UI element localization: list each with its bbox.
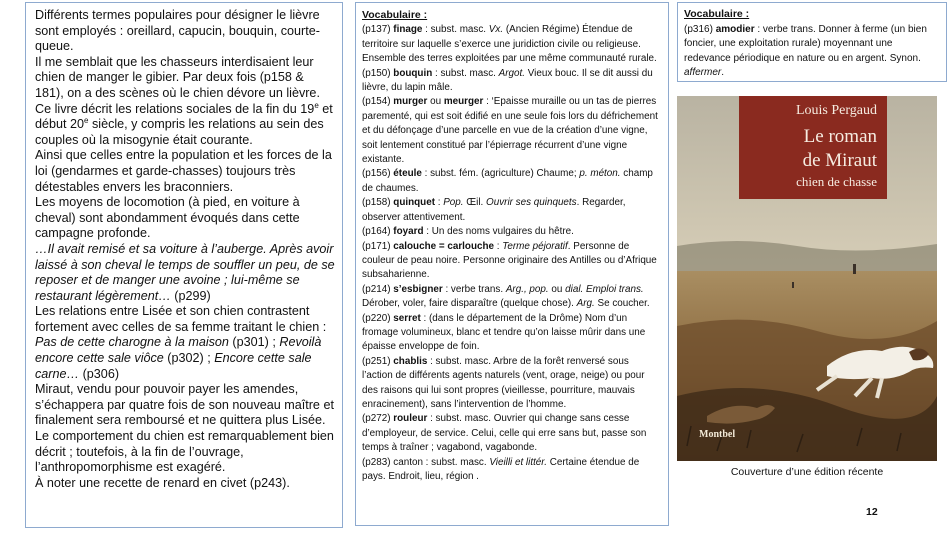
text-fragment: : (dans le département de la Drôme) Nom d’un fromage volumineux, blanc et tendre qu’on laisse mûrir dans une épaisse enveloppe de foin. — [362, 312, 646, 353]
text-fragment: : subst. masc. — [432, 67, 499, 79]
italic-fragment: dial. Emploi trans. — [565, 283, 644, 295]
paragraph-dog-behaviour: Le comportement du chien est remarquablement bien décrit ; toutefois, à la fin de l’ouvrage, l’anthropomorphisme est exagéré. — [35, 429, 334, 475]
text-fragment: (Ancien Régime) Étendue de territoire sur laquelle s’exerce une juridiction civile ou religieuse. Ensemble des terres exploitées par une même communauté rurale. — [362, 24, 657, 65]
cover-title-block — [739, 96, 887, 199]
vocab-entry-murger — [362, 95, 662, 167]
page-ref: (p306) — [79, 366, 120, 381]
italic-fragment: Pop. — [443, 197, 464, 209]
vocab-entry-canton — [362, 456, 662, 485]
text-fragment: ou — [427, 96, 444, 108]
cover-title-line-2: de Miraut — [802, 150, 877, 171]
text-fragment: et début 20 — [35, 101, 333, 132]
heading-text: Vocabulaire : — [362, 9, 428, 21]
italic-fragment: p. méton. — [579, 168, 621, 180]
vocab-word: s’esbigner — [393, 283, 443, 295]
vocab-entry-serret — [362, 312, 662, 355]
italic-fragment: Arg., pop. — [505, 283, 549, 295]
page-ref: (p299) — [170, 288, 211, 303]
cover-subtitle: chien de chasse — [796, 174, 877, 189]
vocab-word: bouquin — [393, 67, 433, 79]
text-fragment: Vieux bouc. Il se dit aussi du lièvre, du lapin mâle. — [362, 67, 653, 94]
vocabulary-panel — [355, 2, 669, 526]
text-fragment: siècle, y compris les relations au sein des couples où la misogynie était courante. — [35, 117, 324, 147]
text-fragment: : — [434, 197, 444, 209]
quote-text: Encore cette sale carne… — [35, 351, 312, 381]
paragraph-locomotion: Les moyens de locomotion (à pied, en voiture à cheval) sont abondamment évoqués dans cette campagne profonde. — [35, 195, 300, 241]
page-ref: (p164) — [362, 226, 394, 238]
cover-publisher: Montbel — [699, 429, 736, 440]
vocabulary-panel-2 — [677, 2, 947, 82]
paragraph-dog-eating-game: Il me semblait que les chasseurs interdisaient leur chien de manger le gibier. Par deux fois (p158 & 181), on a des scènes où le chien dévore un lièvre. — [35, 54, 320, 100]
italic-fragment: Terme péjoratif — [502, 240, 568, 252]
page-number: 12 — [866, 506, 878, 518]
text-fragment: : verbe trans. Donner à ferme (un bien foncier, une exploitation rurale) moyennant une redevance périodique en nature ou en argent. Synon. — [684, 23, 927, 64]
cover-title-line-1: Le roman — [803, 126, 877, 147]
vocab-word: éteule — [393, 168, 422, 180]
page-ref: (p158) — [362, 197, 394, 209]
italic-fragment: Arg. — [576, 298, 595, 310]
paragraph-wife-quotes — [35, 335, 336, 382]
paragraph-miraut-sold: Miraut, vendu pour pouvoir payer les amendes, s’échappera par quatre fois de son nouveau maître et finalement sera remboursé et ne quittera plus Lisée. — [35, 382, 334, 428]
vocab-word: finage — [393, 24, 423, 36]
text-fragment: champ de chaumes. — [362, 168, 653, 194]
vocabulary-heading — [362, 8, 662, 23]
vocab-entry-sesbigner — [362, 283, 662, 312]
text-fragment: : — [494, 240, 503, 252]
italic-fragment: Vieilli et littér. — [489, 456, 547, 468]
text-fragment: Se coucher. — [594, 298, 650, 310]
text-fragment: : Un des noms vulgaires du hêtre. — [423, 226, 574, 238]
quote-text: …Il avait remisé et sa voiture à l’auberge. Après avoir laissé à son cheval le temps de souffler un peu, de se reposer et de manger une avoine ; lui-même se restaurant légèrement… — [35, 241, 335, 303]
vocab-word: serret — [393, 312, 421, 324]
left-text-panel — [25, 2, 343, 528]
vocab-word: amodier — [715, 23, 755, 35]
vocabulary-heading — [684, 7, 940, 23]
italic-fragment: Vx. — [488, 24, 504, 36]
text-fragment: : subst. masc. Arbre de la forêt renversé sous l’action de différents agents naturels (vent, orage, neige) ou pour des raisons qui lui sont propres (vieillesse, pourriture, mauvais enracinement), sans l’intervention de l’homme. — [362, 355, 645, 410]
page-ref: (p283) canton : subst. masc. — [362, 456, 490, 468]
cover-author: Louis Pergaud — [795, 103, 877, 118]
page-ref: (p316) — [684, 23, 716, 35]
text-fragment: : subst. masc. Ouvrier qui change sans cesse d’employeur, de service. Celui, celle qui erre sans but, passe son temps à traîner ; vagabond, vagabonde. — [362, 413, 647, 454]
text-fragment: Certaine étendue de pays. Endroit, lieu, région . — [362, 456, 640, 482]
text-fragment: ou — [548, 283, 566, 295]
text-fragment: : ‘Epaisse muraille ou un tas de pierres parementé, qui est soit édifié en une seule fois lors du défrichement et du défonçage d’une parcelle en vue de la création d’une vigne, soit lentement constitué par l’épierrage récurrent d’une vigne existante. — [362, 96, 658, 166]
heading-text: Vocabulaire : — [684, 8, 750, 20]
vocab-entry-bouquin — [362, 67, 662, 96]
superscript: e — [314, 100, 319, 110]
vocab-word: quinquet — [393, 197, 435, 209]
page-ref: (p150) — [362, 67, 394, 79]
book-cover-image — [677, 96, 937, 461]
paragraph-lisee-dog: Les relations entre Lisée et son chien contrastent fortement avec celles de sa femme traitant le chien : — [35, 304, 327, 334]
text-fragment: : subst. fém. (agriculture) Chaume; — [421, 168, 580, 180]
text-fragment: : verbe trans. — [442, 283, 506, 295]
paragraph-law-relations: Ainsi que celles entre la population et les forces de la loi (gendarmes et garde-chasses) toujours très détestables envers les braconniers. — [35, 148, 332, 194]
superscript: e — [84, 115, 89, 125]
vocab-word: foyard — [393, 226, 424, 238]
vocab-entry-finage — [362, 23, 662, 66]
paragraph-social-relations — [35, 102, 336, 149]
text-fragment: . — [721, 67, 725, 78]
text-fragment: Dérober, voler, faire disparaître (quelque chose). — [362, 298, 577, 310]
vocab-entry-rouleur — [362, 412, 662, 455]
vocab-entry-eteule — [362, 167, 662, 196]
vocab-entry-calouche — [362, 240, 662, 283]
page-ref: (p272) — [362, 413, 394, 425]
italic-fragment: affermer — [684, 67, 722, 78]
text-fragment: . Regarder, observer attentivement. — [362, 197, 626, 223]
page-ref: (p251) — [362, 355, 394, 367]
page-ref: (p154) — [362, 96, 394, 108]
vocab-word: meurger — [443, 96, 484, 108]
cover-caption: Couverture d’une édition récente — [730, 466, 884, 478]
vocab-entry-quinquet — [362, 196, 662, 225]
page-ref: (p302) ; — [163, 351, 215, 366]
paragraph-quote-auberge — [35, 242, 336, 304]
page-ref: (p171) — [362, 240, 394, 252]
quote-text: Revoilà encore cette sale viôce — [35, 335, 322, 366]
page-ref: (p301) ; — [228, 335, 280, 350]
vocab-word: chablis — [393, 355, 428, 367]
text-fragment: Ce livre décrit les relations sociales de la fin du 19 — [35, 101, 315, 116]
vocab-entry-chablis — [362, 355, 662, 413]
quote-text: Pas de cette charogne à la maison — [35, 335, 229, 350]
paragraph-hare-terms: Différents termes populaires pour désigner le lièvre sont employés : oreillard, capucin, bouquin, courte-queue. — [35, 8, 320, 54]
vocab-word: murger — [393, 96, 428, 108]
text-fragment: Œil. — [463, 197, 487, 209]
page-ref: (p214) — [362, 283, 394, 295]
italic-fragment: Ouvrir ses quinquets — [486, 197, 577, 209]
italic-fragment: Argot. — [498, 67, 525, 79]
page-ref: (p137) — [362, 24, 394, 36]
text-fragment: : subst. masc. — [422, 24, 489, 36]
text-fragment: . Personne de couleur de peau noire. Personne originaire des Antilles ou d’Afrique subsaharienne. — [362, 240, 657, 281]
vocab-word: calouche = carlouche — [393, 240, 495, 252]
page-ref: (p156) — [362, 168, 394, 180]
paragraph-recipe: À noter une recette de renard en civet (p243). — [35, 475, 290, 490]
page-ref: (p220) — [362, 312, 394, 324]
vocab-entry-foyard — [362, 225, 662, 239]
vocab-word: rouleur — [393, 413, 428, 425]
vocab-entry-amodier — [684, 23, 940, 81]
